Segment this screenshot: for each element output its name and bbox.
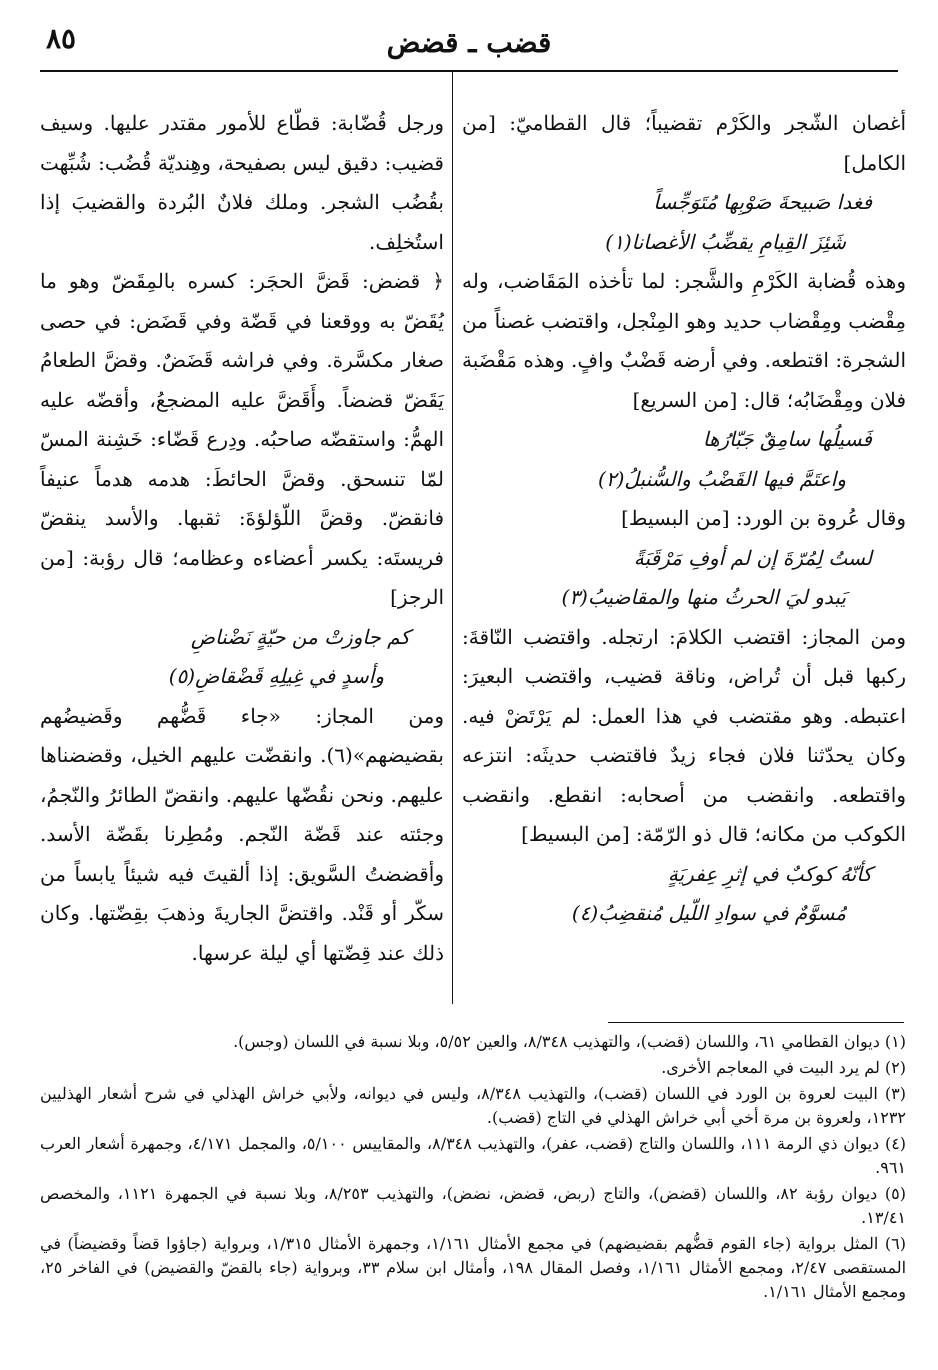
verse-line: واعتَمَّ فيها القَضْبُ والسُّنبلُ(٢) [598, 466, 846, 491]
paragraph: ومن المجاز: اقتضب الكلامَ: ارتجله. واقتضب النّاقةَ: ركبها قبل أن تُراض، وناقة قضيب، واقتضب البعيرَ: اعتبطه. وهو مقتضب في هذا العمل: لم يَرْتَضْ فيه. وكان يحدّثنا فلان فجاء زيدٌ فاقتضب حديثَه: انتزعه واقتطعه. وانقضب من أصحابه: انقطع. وانقضب الكوكب من مكانه؛ قال ذو الرّمّة: [من البسيط] [462, 624, 906, 846]
header-rule [40, 70, 898, 72]
verse-line: كأنّهُ كوكبٌ في إثرِ عِفريَةٍ [667, 861, 872, 886]
verse-line: مُسوَّمٌ في سوادِ اللّيل مُنقضِبُ(٤) [571, 901, 846, 925]
verse-line: لستُ لِمُرّةَ إن لم أوفِ مَرْقَبَةً [633, 545, 872, 570]
paragraph: أغصان الشّجر والكَرْم تقضيباً؛ قال القطاميّ: [من الكامل] [462, 111, 906, 175]
paragraph: ﴿ قضض: قَضَّ الحجَر: كسره بالمِقَضّ وهو ما يُقَضّ به ووقعنا في قَضّة وفي قَضَض: في حصى صغار مكسَّرة. وفي فراشه قَضَضٌ. وقضَّ الطعامُ يَقَضّ قضضاً. وأَقَضَّ عليه المضجعُ، وأقضّه عليه الهمُّ: واستقضّه صاحبُه. ودِرع قَضّاء: خَشِنة المسّ لمّا تنسحق. وقضَّ الحائطَ: هدمه هدماً عنيفاً فانقضّ. وقضَّ اللّؤلؤةَ: ثقبها. والأسد ينقضّ فريستَه: يكسر أعضاءه وعظامه؛ قال رؤبة: [من الرجز] [40, 269, 444, 609]
page-number: ٨٥ [46, 22, 77, 55]
footnote: (٦) المثل برواية (جاء القوم قضُّهم بقضيضهم) في مجمع الأمثال ١/١٦١، وجمهرة الأمثال ١/٣١٥، وبرواية (جاؤوا قضاً وقضيضاً) في المستقصى ٢/٤٧، ومجمع الأمثال ١/١٦١، وفصل المقال ١٩٨، وأمثال ابن سلام ٣٣، وبرواية (جاء بالقضّ والقضيض) في الفاخر ٢٥، ومجمع الأمثال ١/١٦١. [40, 1234, 907, 1301]
paragraph: وهذه قُضابة الكَرْمِ والشَّجر: لما تأخذه المَقَاضب، وله مِقْضب ومِقْضاب حديد وهو المِنْجل، واقتضب غصناً من الشجرة: اقتطعه. وفي أرضه قَضْبٌ وافٍ. وهذه مَقْضَبة فلان ومِقْضَابُه؛ قال: [من السريع] [462, 269, 907, 412]
footnotes [40, 1030, 906, 1306]
left-column [40, 104, 444, 973]
footnote: (٥) ديوان رؤبة ٨٢، واللسان (قضض)، والتاج (ربض، قضض، نضض)، والتهذيب ٨/٢٥٣، وبلا نسبة في الجمهرة ١١٢١، والمخصص ١٣/٤١. [40, 1184, 907, 1227]
paragraph: ورجل قُضّابة: قطّاع للأمور مقتدر عليها. وسيف قضيب: دقيق ليس بصفيحة، وهِنديّة قُضُب: شُبِّهت بقُضُب الشجر. وملك فلانٌ البُردة والقضيبَ إذا استُخلِف. [40, 111, 444, 254]
verse-line: كم جاوزتْ من حيّةٍ نَضْناضِ [190, 624, 410, 649]
paragraph: وقال عُروة بن الورد: [من البسيط] [621, 506, 906, 530]
right-column [462, 104, 906, 934]
footnote: (٢) لم يرد البيت في المعاجم الأخرى. [661, 1058, 906, 1077]
paragraph: ومن المجاز: «جاء قَضُّهم وقَضيضُهم بقضيضهم»(٦). وانقضّت عليهم الخيل، وقضضناها عليهم. ونحن نقُضّها عليهم. وانقضّ الطائرُ والنّجمُ، وجئته عند قَضّة النّجم. ومُطِرنا بقَضّة الأسد. وأقضضتُ السَّويق: إذا ألقيتَ فيه شيئاً يابساً من سكّر أو قَنْد. واقتضَّ الجاريةَ وذهبَ بقِضّتها. وكان ذلك عند قِضّتها أي ليلة عرسها. [40, 703, 444, 965]
footnote: (٣) البيت لعروة بن الورد في اللسان (قضب)، والتهذيب ٨/٣٤٨، وليس في ديوانه، ولأبي خراش الهذلي في شرح أشعار الهذليين ١٢٣٢، ولعروة بن مرة أخي أبي خراش الهذلي في التاج (قضب). [40, 1084, 906, 1127]
verse-line: يَبدو ليَ الحرثُ منها والمقاضيبُ(٣) [561, 585, 846, 609]
verse-line: شَئِزَ القِيامِ يقضِّبُ الأغصانا(١) [605, 229, 846, 254]
footnote: (٤) ديوان ذي الرمة ١١١، واللسان والتاج (قضب، عفر)، والتهذيب ٨/٣٤٨، والمقاييس ٥/١٠٠، والمجمل ٤/١٧١، وجمهرة أشعار العرب ٩٦١. [40, 1134, 907, 1177]
verse-line: وأسدٍ في غِيلِهِ قَضْقاضِ(٥) [168, 664, 384, 688]
footnote: (١) ديوان القطامي ٦١، واللسان (قضب)، والتهذيب ٨/٣٤٨، والعين ٥/٥٢، وبلا نسبة في اللسان (وجس). [233, 1032, 906, 1051]
column-divider [452, 72, 453, 1004]
verse-line: فَسيلُها سامِقٌ جَبّارُها [702, 427, 872, 451]
running-title: قضب ـ قضض [386, 26, 552, 59]
verse-line: فغدا صَبيحةَ صَوْبِها مُتَوَجِّساً [653, 190, 872, 214]
footnote-rule [608, 1022, 904, 1023]
